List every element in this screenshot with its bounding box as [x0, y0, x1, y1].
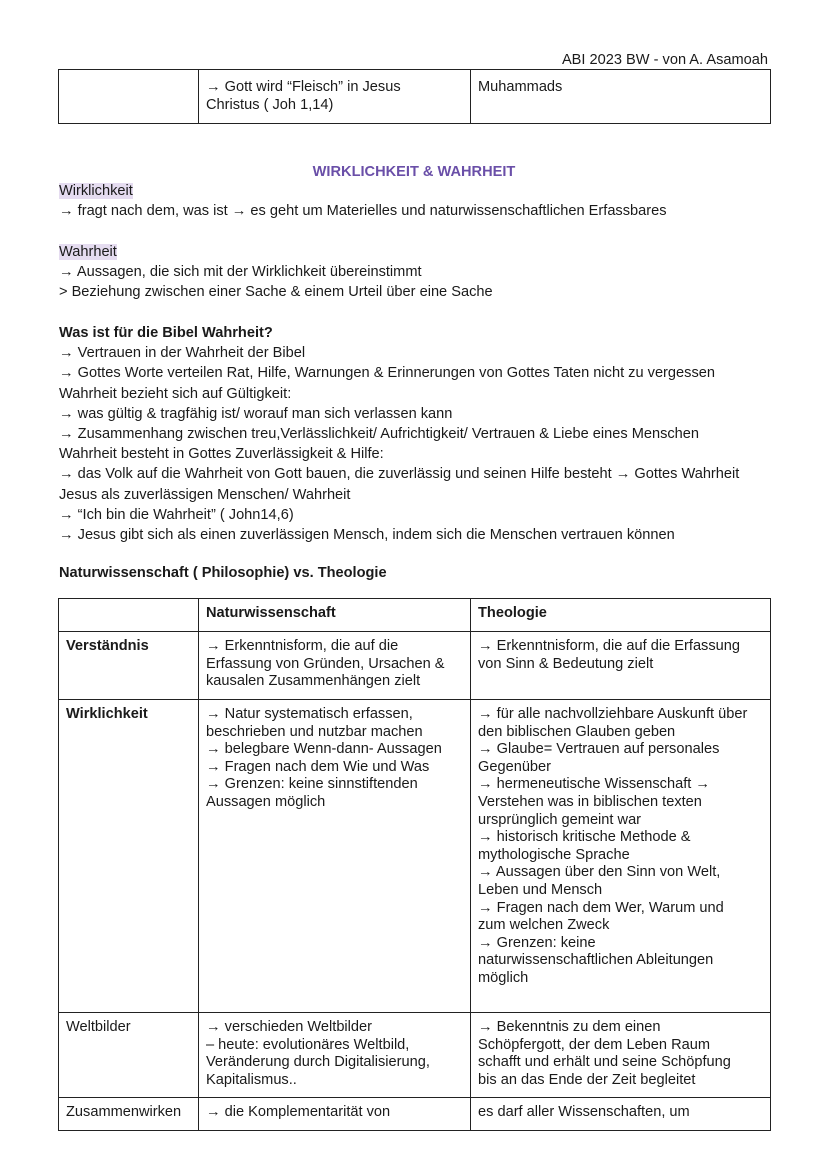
- row-cell-nw: [199, 632, 471, 700]
- cell-line: → Aussagen über den Sinn von Welt,: [478, 864, 721, 881]
- bibel-line: → Jesus gibt sich als einen zuverlässigen Mensch, indem sich die Menschen vertrauen können: [59, 527, 675, 544]
- page-header: ABI 2023 BW - von A. Asamoah: [561, 52, 768, 68]
- continued-cell-christus: [199, 70, 471, 124]
- cell-line: naturwissenschaftlichen Ableitungen: [478, 952, 714, 969]
- cell-line: → Fragen nach dem Wie und Was: [206, 758, 430, 775]
- cell-line: mythologische Sprache: [478, 846, 630, 863]
- cell-line: Leben und Mensch: [478, 881, 603, 898]
- bibel-line: → Gottes Worte verteilen Rat, Hilfe, Warnungen & Erinnerungen von Gottes Taten nicht zu vergessen: [59, 365, 715, 382]
- cell-line: → für alle nachvollziehbare Auskunft über: [478, 706, 748, 722]
- cell-line: Veränderung durch Digitalisierung,: [206, 1054, 430, 1071]
- cell-line: Schöpfergott, der dem Leben Raum: [478, 1036, 711, 1053]
- table-row: [59, 1098, 771, 1131]
- continued-cell-empty: [59, 70, 199, 124]
- bibel-block: [59, 323, 779, 545]
- bibel-line: Wahrheit besteht in Gottes Zuverlässigkeit & Hilfe:: [59, 446, 384, 463]
- table-row: [59, 632, 771, 700]
- cell-line: → Grenzen: keine sinnstiftenden: [206, 776, 418, 793]
- cell-line: Aussagen möglich: [206, 793, 326, 810]
- continued-cell-muhammads: [471, 70, 771, 124]
- cell-line: Gegenüber: [478, 758, 552, 775]
- bibel-line: → Vertrauen in der Wahrheit der Bibel: [59, 345, 306, 362]
- continued-text: → Gott wird “Fleisch” in Jesus Christus ( Joh 1,14): [206, 79, 401, 113]
- cell-line: den biblischen Glauben geben: [478, 723, 676, 740]
- row-label: Verständnis: [59, 632, 199, 700]
- cell-line: → Glaube= Vertrauen auf personales: [478, 741, 720, 758]
- header-cell-naturwissenschaft: Naturwissenschaft: [199, 599, 471, 632]
- cell-line: → Natur systematisch erfassen,: [206, 706, 413, 722]
- row-label: Wirklichkeit: [59, 700, 199, 1013]
- header-cell-theologie: Theologie: [471, 599, 771, 632]
- cell-line: → Fragen nach dem Wer, Warum und: [478, 899, 724, 916]
- cell-line: → historisch kritische Methode &: [478, 829, 691, 846]
- wirklichkeit-line: → fragt nach dem, was ist → es geht um Materielles und naturwissenschaftlichen Erfassbares: [59, 203, 667, 220]
- cell-line: beschrieben und nutzbar machen: [206, 723, 423, 740]
- cell-line: → Erkenntnisform, die auf die: [206, 638, 399, 654]
- cell-line: Kapitalismus..: [206, 1071, 297, 1088]
- wirklichkeit-block: [59, 181, 779, 221]
- row-cell-th: [471, 1098, 771, 1131]
- comparison-heading: Naturwissenschaft ( Philosophie) vs. Theologie: [59, 565, 387, 581]
- header-cell-empty: [59, 599, 199, 632]
- table-row: [59, 1013, 771, 1098]
- wahrheit-block: [59, 242, 779, 303]
- cell-line: ursprünglich gemeint war: [478, 811, 642, 828]
- cell-line: → die Komplementarität von: [206, 1104, 391, 1120]
- bibel-line: → “Ich bin die Wahrheit” ( John14,6): [59, 506, 294, 523]
- row-cell-th: [471, 1013, 771, 1098]
- bibel-line: → das Volk auf die Wahrheit von Gott bauen, die zuverlässig und seinen Hilfe besteht → Gottes Wahrheit: [59, 466, 740, 483]
- cell-line: → Bekenntnis zu dem einen: [478, 1019, 661, 1035]
- cell-line: möglich: [478, 969, 529, 986]
- cell-line: zum welchen Zweck: [478, 917, 610, 934]
- cell-line: bis an das Ende der Zeit begleitet: [478, 1071, 696, 1088]
- table-row: [59, 700, 771, 1013]
- bibel-line: → was gültig & tragfähig ist/ worauf man sich verlassen kann: [59, 405, 453, 422]
- bibel-line: Wahrheit bezieht sich auf Gültigkeit:: [59, 385, 292, 402]
- continued-table: [58, 69, 771, 124]
- wahrheit-line: > Beziehung zwischen einer Sache & einem Urteil über eine Sache: [59, 284, 493, 301]
- bibel-line: Jesus als zuverlässigen Menschen/ Wahrheit: [59, 486, 351, 503]
- continued-text: Muhammads: [478, 79, 563, 95]
- cell-line: – heute: evolutionäres Weltbild,: [206, 1036, 410, 1053]
- wahrheit-line: → Aussagen, die sich mit der Wirklichkeit übereinstimmt: [59, 264, 422, 281]
- row-cell-nw: [199, 1098, 471, 1131]
- cell-line: → Erkenntnisform, die auf die Erfassung: [478, 638, 741, 654]
- row-label: Weltbilder: [59, 1013, 199, 1098]
- cell-line: Erfassung von Gründen, Ursachen &: [206, 655, 445, 672]
- bibel-heading: Was ist für die Bibel Wahrheit?: [59, 325, 273, 341]
- cell-line: → Grenzen: keine: [478, 934, 596, 951]
- cell-line: Verstehen was in biblischen texten: [478, 793, 702, 810]
- wahrheit-heading: Wahrheit: [59, 244, 117, 260]
- row-label: Zusammenwirken: [59, 1098, 199, 1131]
- bibel-line: → Zusammenhang zwischen treu,Verlässlichkeit/ Aufrichtigkeit/ Vertrauen & Liebe eines Menschen: [59, 426, 700, 443]
- cell-line: → verschieden Weltbilder: [206, 1019, 373, 1035]
- cell-line: → hermeneutische Wissenschaft →: [478, 776, 710, 793]
- cell-line: → belegbare Wenn-dann- Aussagen: [206, 741, 442, 758]
- cell-line: von Sinn & Bedeutung zielt: [478, 655, 654, 672]
- row-cell-nw: [199, 700, 471, 1013]
- cell-line: es darf aller Wissenschaften, um: [478, 1104, 690, 1120]
- cell-line: schafft und erhält und seine Schöpfung: [478, 1054, 731, 1071]
- comparison-heading-block: [59, 563, 779, 583]
- wirklichkeit-heading: Wirklichkeit: [59, 183, 133, 199]
- section-title: WIRKLICHKEIT & WAHRHEIT: [312, 164, 516, 180]
- row-cell-nw: [199, 1013, 471, 1098]
- row-cell-th: [471, 700, 771, 1013]
- row-cell-th: [471, 632, 771, 700]
- cell-line: kausalen Zusammenhängen zielt: [206, 673, 421, 690]
- table-header-row: [59, 599, 771, 632]
- comparison-table: [58, 598, 771, 1131]
